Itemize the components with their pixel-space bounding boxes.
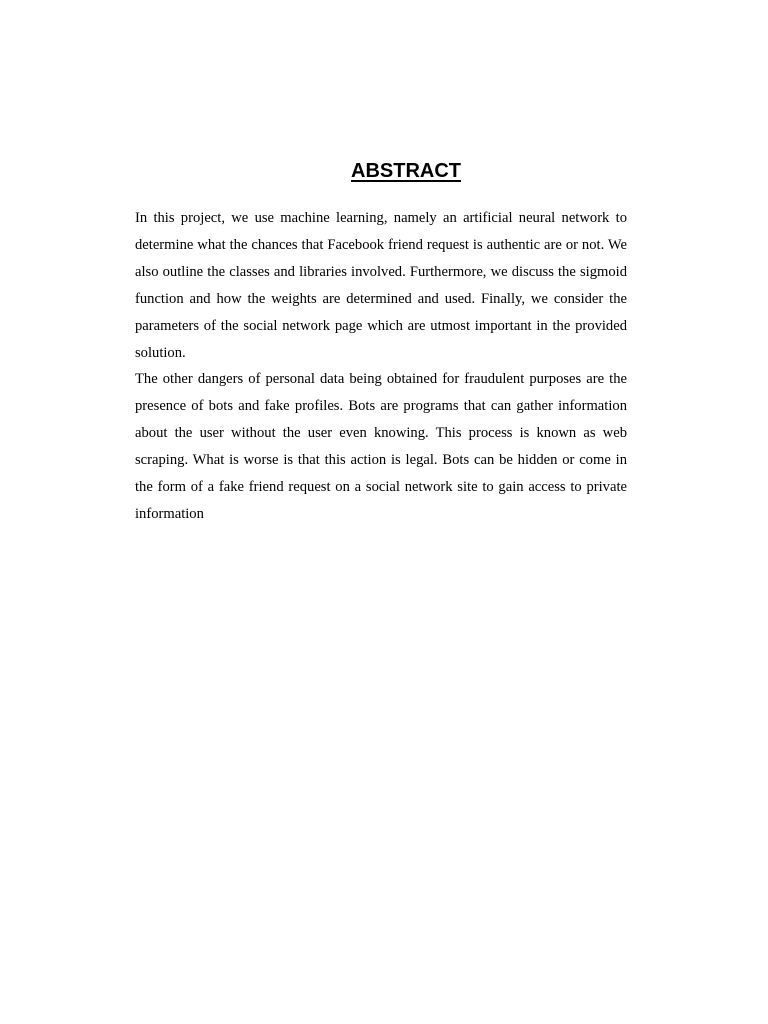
abstract-paragraph-2: The other dangers of personal data being obtained for fraudulent purposes are the presence of bots and fake profiles. Bots are programs that can gather information about the user without the user even knowing. This process is known as web scraping. What is worse is that this action is legal. Bots can be hidden or come in the form of a fake friend request on a social network site to gain access to private information	[135, 371, 627, 522]
abstract-body	[135, 205, 627, 528]
abstract-paragraph-1: In this project, we use machine learning, namely an artificial neural network to determine what the chances that Facebook friend request is authentic are or not. We also outline the classes and libraries involved. Furthermore, we discuss the sigmoid function and how the weights are determined and used. Finally, we consider the parameters of the social network page which are utmost important in the provided solution.	[135, 210, 627, 361]
abstract-heading: ABSTRACT	[351, 160, 461, 182]
